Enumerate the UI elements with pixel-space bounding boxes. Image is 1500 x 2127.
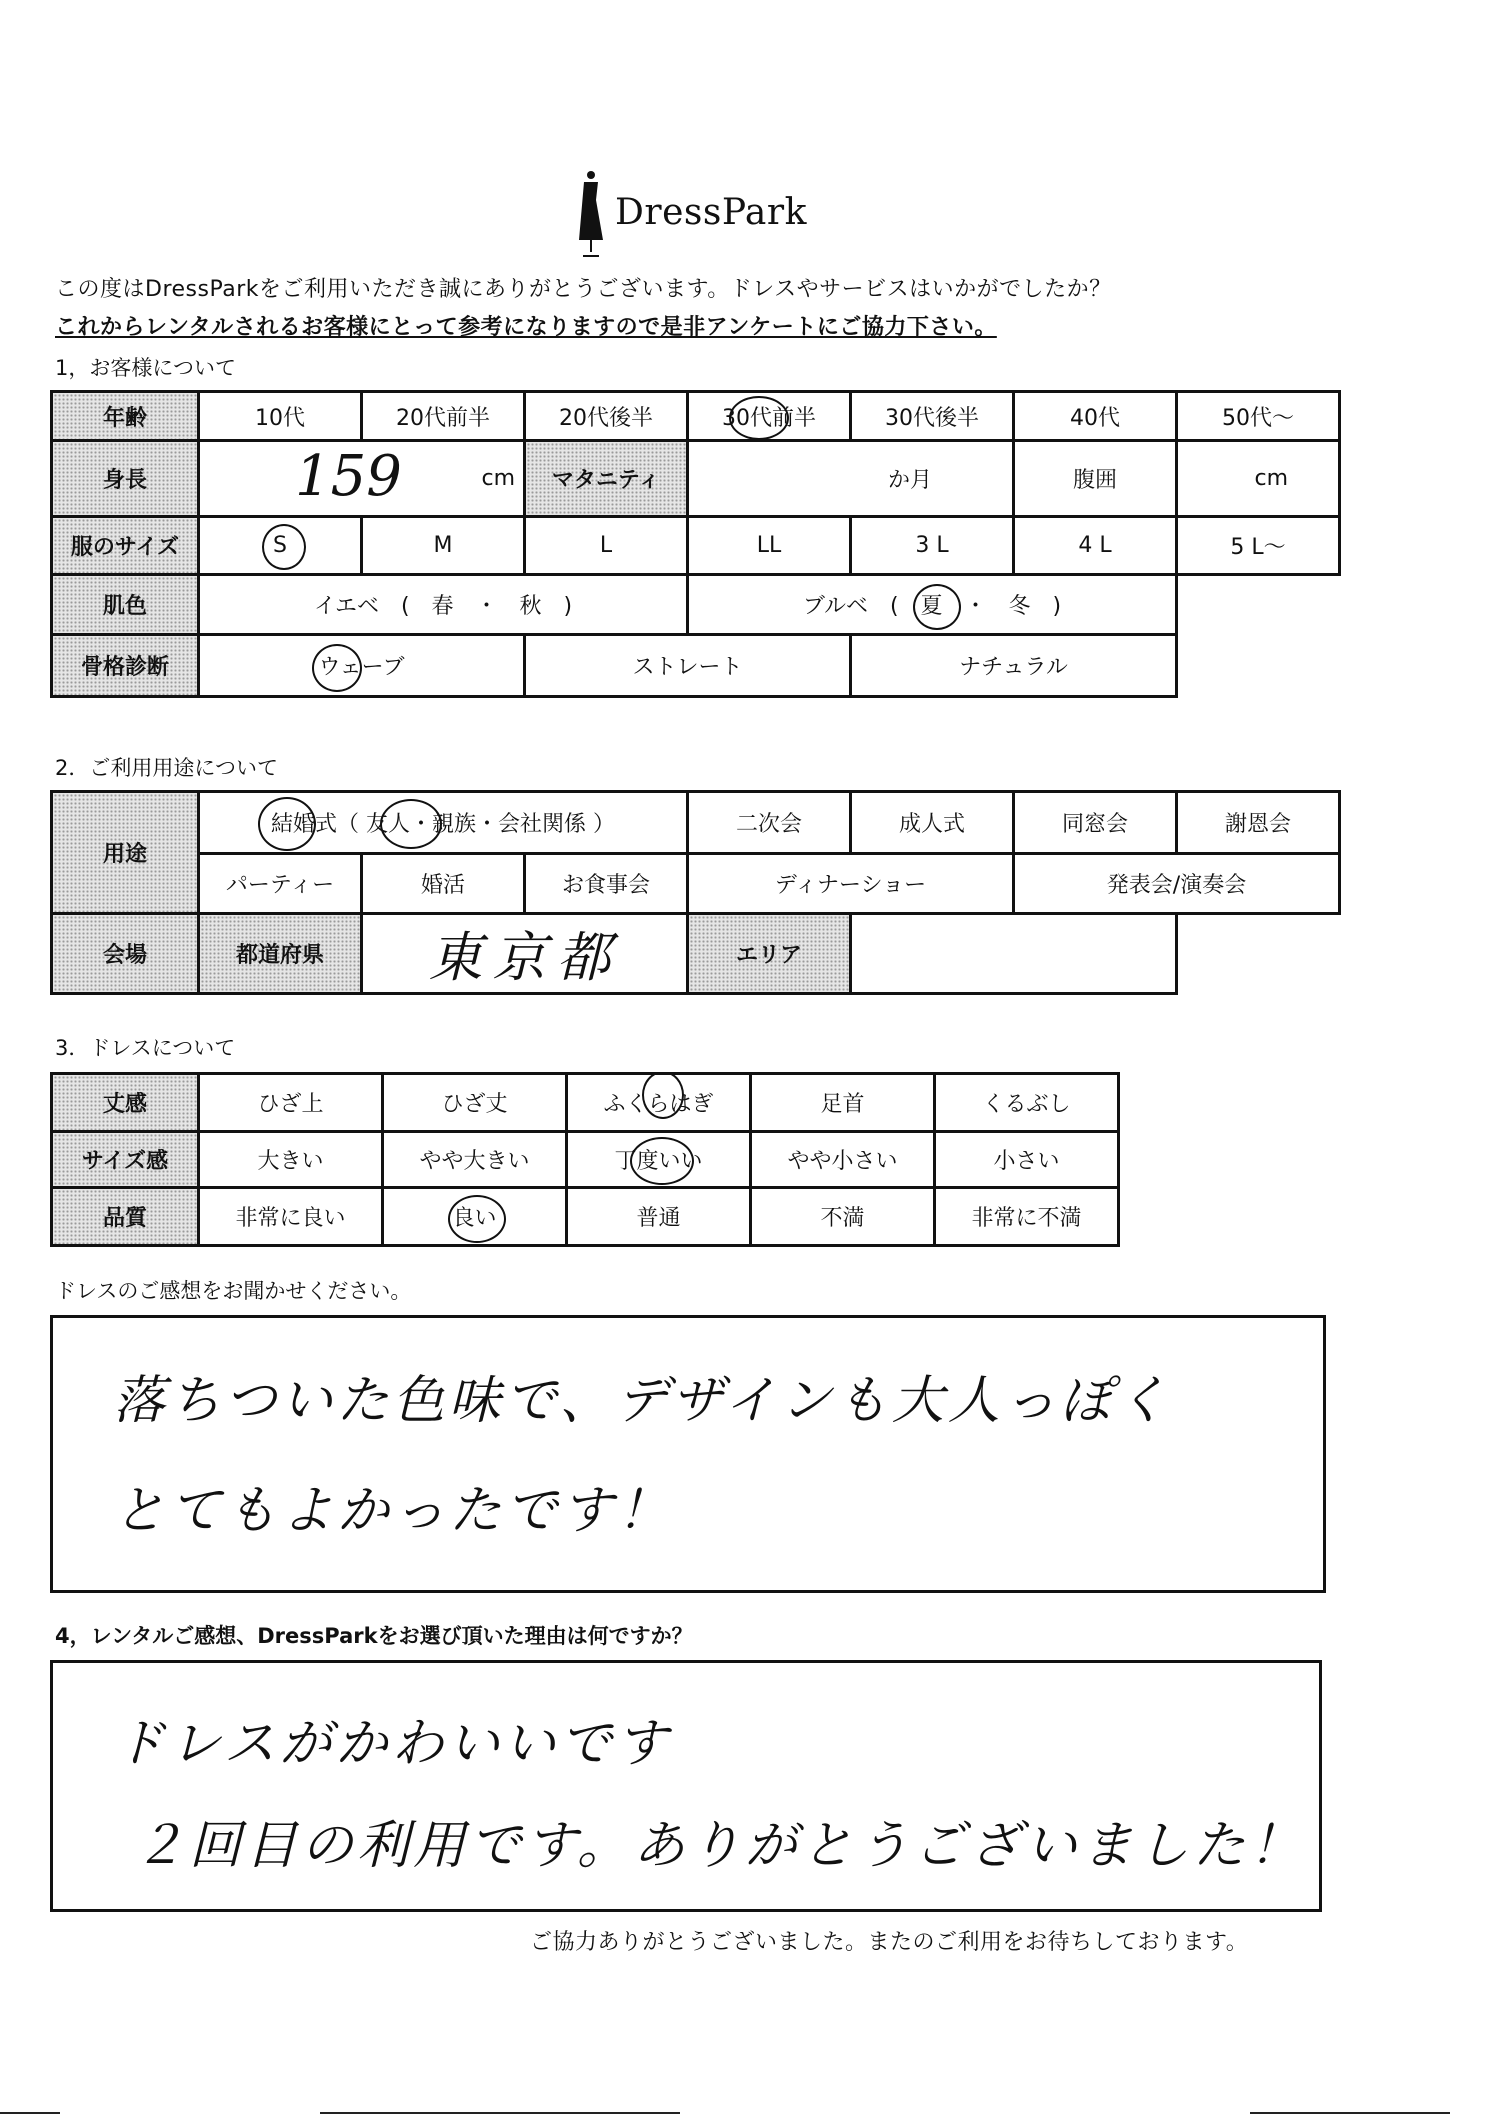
dress-table — [50, 1072, 1120, 1247]
frame-label: 骨格診断 — [52, 635, 199, 697]
age-option-text: 30代前半 — [722, 405, 816, 431]
fit-option[interactable]: やや大きい — [383, 1132, 567, 1188]
purpose-wedding-text: 結婚式（ 友人・親族・会社関係 ） — [271, 812, 615, 837]
height-field[interactable] — [199, 441, 525, 517]
frame-option[interactable]: ナチュラル — [851, 635, 1177, 697]
brand-logo — [575, 160, 835, 260]
frame-option[interactable]: ストレート — [525, 635, 851, 697]
age-option[interactable]: 20代前半 — [362, 392, 525, 441]
intro-request: これからレンタルされるお客様にとって参考になりますので是非アンケートにご協力下さい。 — [55, 315, 997, 340]
dress-icon — [575, 170, 607, 260]
frame-option-selected[interactable] — [199, 635, 525, 697]
length-option[interactable]: ひざ上 — [199, 1074, 383, 1132]
maternity-label: マタニティ — [525, 441, 688, 517]
fit-option[interactable]: やや小さい — [751, 1132, 935, 1188]
size-option-text: S — [273, 533, 287, 558]
maternity-field[interactable] — [688, 441, 1014, 517]
customer-table — [50, 390, 1341, 698]
scan-edge-mark — [1250, 2112, 1450, 2114]
size-label: 服のサイズ — [52, 517, 199, 575]
skin-yellow-option[interactable]: イエベ ( 春 ・ 秋 ) — [199, 575, 688, 635]
length-label: 丈感 — [52, 1074, 199, 1132]
purpose-option[interactable]: お食事会 — [525, 854, 688, 914]
footer-thanks: ご協力ありがとうございました。またのご利用をお待ちしております。 — [530, 1930, 1249, 1955]
purpose-option[interactable]: パーティー — [199, 854, 362, 914]
age-option[interactable]: 50代～ — [1177, 392, 1340, 441]
purpose-option[interactable]: 婚活 — [362, 854, 525, 914]
scan-edge-mark — [320, 2112, 680, 2114]
prefecture-label: 都道府県 — [199, 914, 362, 994]
intro-text: この度はDressParkをご利用いただき誠にありがとうございます。ドレスやサービスはいかがでしたか？ — [55, 277, 1112, 302]
length-option[interactable]: ひざ丈 — [383, 1074, 567, 1132]
reason-line: ２回目の利用です。ありがとうございました！ — [133, 1816, 1305, 1876]
length-option-text: ふくらはぎ — [603, 1092, 714, 1117]
size-option[interactable]: LL — [688, 517, 851, 575]
purpose-option[interactable]: 二次会 — [688, 792, 851, 854]
fit-label: サイズ感 — [52, 1132, 199, 1188]
venue-label: 会場 — [52, 914, 199, 994]
frame-option-text: ウェーブ — [318, 655, 405, 680]
reason-box[interactable] — [50, 1660, 1322, 1912]
prefecture-value: 東京都 — [428, 926, 621, 989]
length-option[interactable]: 足首 — [751, 1074, 935, 1132]
section2-title: 2．ご利用用途について — [55, 756, 278, 780]
quality-option[interactable]: 非常に良い — [199, 1188, 383, 1246]
area-label: エリア — [688, 914, 851, 994]
fit-option[interactable]: 大きい — [199, 1132, 383, 1188]
length-option-selected[interactable] — [567, 1074, 751, 1132]
area-field[interactable] — [851, 914, 1177, 994]
maternity-unit: か月 — [887, 468, 932, 493]
purpose-option[interactable]: ディナーショー — [688, 854, 1014, 914]
age-option-selected[interactable] — [688, 392, 851, 441]
age-option[interactable]: 10代 — [199, 392, 362, 441]
purpose-table — [50, 790, 1341, 995]
impression-prompt: ドレスのご感想をお聞かせください。 — [55, 1279, 412, 1303]
fit-option-text: 丁度いい — [614, 1149, 703, 1174]
size-option[interactable]: 5 L～ — [1177, 517, 1340, 575]
age-option[interactable]: 40代 — [1014, 392, 1177, 441]
fit-option[interactable]: 小さい — [935, 1132, 1119, 1188]
waist-unit: cm — [1254, 466, 1288, 491]
size-option[interactable]: L — [525, 517, 688, 575]
quality-label: 品質 — [52, 1188, 199, 1246]
size-option-selected[interactable] — [199, 517, 362, 575]
height-unit: cm — [481, 466, 515, 491]
impression-line: 落ちついた色味で、デザインも大人っぽく — [113, 1371, 1172, 1431]
purpose-option[interactable]: 発表会/演奏会 — [1014, 854, 1340, 914]
size-option[interactable]: 4 L — [1014, 517, 1177, 575]
purpose-option[interactable]: 成人式 — [851, 792, 1014, 854]
scan-edge-mark — [0, 2112, 60, 2114]
quality-option[interactable]: 普通 — [567, 1188, 751, 1246]
length-option[interactable]: くるぶし — [935, 1074, 1119, 1132]
impression-line: とてもよかったです！ — [113, 1481, 674, 1541]
quality-option[interactable]: 非常に不満 — [935, 1188, 1119, 1246]
skin-blue-option[interactable] — [688, 575, 1177, 635]
purpose-option-wedding[interactable] — [199, 792, 688, 854]
purpose-option[interactable]: 同窓会 — [1014, 792, 1177, 854]
height-value: 159 — [295, 444, 402, 509]
quality-option-text: 良い — [452, 1206, 497, 1231]
quality-option-selected[interactable] — [383, 1188, 567, 1246]
section1-title: 1，お客様について — [55, 356, 236, 380]
waist-label: 腹囲 — [1014, 441, 1177, 517]
fit-option-selected[interactable] — [567, 1132, 751, 1188]
section3-title: 3．ドレスについて — [55, 1036, 236, 1060]
quality-option[interactable]: 不満 — [751, 1188, 935, 1246]
purpose-option[interactable]: 謝恩会 — [1177, 792, 1340, 854]
impression-box[interactable] — [50, 1315, 1326, 1593]
age-option[interactable]: 30代後半 — [851, 392, 1014, 441]
size-option[interactable]: M — [362, 517, 525, 575]
section4-title: 4，レンタルご感想、DressParkをお選び頂いた理由は何ですか？ — [55, 1624, 693, 1648]
reason-line: ドレスがかわいいです — [113, 1714, 672, 1774]
age-label: 年齢 — [52, 392, 199, 441]
prefecture-field[interactable] — [362, 914, 688, 994]
skin-label: 肌色 — [52, 575, 199, 635]
height-label: 身長 — [52, 441, 199, 517]
skin-blue-text: ブルベ ( 夏 ・ 冬 ) — [802, 594, 1062, 619]
purpose-label: 用途 — [52, 792, 199, 914]
age-option[interactable]: 20代後半 — [525, 392, 688, 441]
waist-field[interactable] — [1177, 441, 1340, 517]
brand-name: DressPark — [615, 192, 807, 233]
size-option[interactable]: 3 L — [851, 517, 1014, 575]
